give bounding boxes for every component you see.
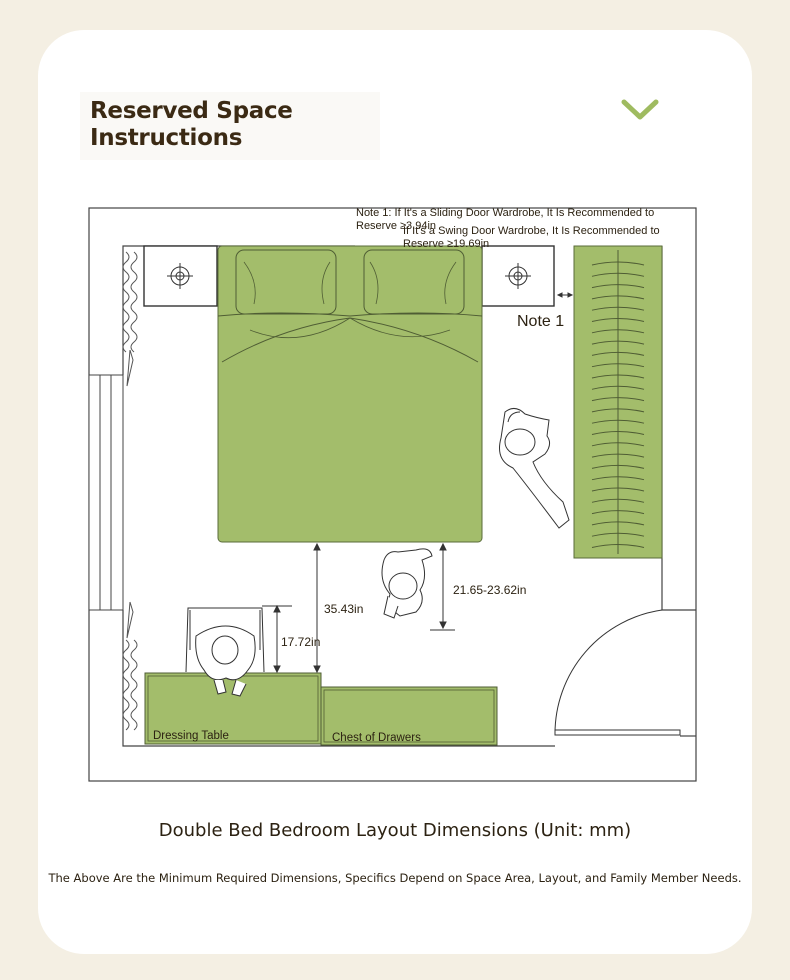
- wardrobe: [574, 246, 662, 558]
- window: [89, 375, 123, 610]
- dressing-table-label: Dressing Table: [153, 730, 229, 742]
- pillow-right: [364, 250, 464, 314]
- diagram-caption: Double Bed Bedroom Layout Dimensions (Unit: mm): [158, 820, 632, 841]
- nightstand-left: [144, 246, 217, 306]
- pillow-left: [236, 250, 336, 314]
- nightstand-right: [482, 246, 554, 306]
- dim-bed-to-wall-label: 35.43in: [324, 602, 364, 616]
- note1-text-line2: Reserve ≥3.94in: [356, 220, 437, 232]
- double-bed: [218, 246, 482, 542]
- title-line-2: Instructions: [90, 125, 243, 151]
- note1-marker: Note 1: [517, 313, 565, 330]
- note2-text-line1: If It's a Swing Door Wardrobe, It Is Recommended to: [403, 225, 660, 237]
- title-line-1: Reserved Space: [90, 98, 293, 124]
- dim-walkway-label: 21.65-23.62in: [453, 583, 527, 597]
- chest-of-drawers-label: Chest of Drawers: [332, 732, 421, 744]
- note1-text-line1: Note 1: If It's a Sliding Door Wardrobe, It Is Recommended to: [356, 207, 655, 219]
- diagram-footnote: The Above Are the Minimum Required Dimensions, Specifics Depend on Space Area, Layout, and Family Member Needs.: [48, 871, 742, 885]
- dim-chair-clearance-label: 17.72in: [281, 635, 321, 649]
- note2-text-line2: Reserve ≥19.69in: [403, 238, 490, 250]
